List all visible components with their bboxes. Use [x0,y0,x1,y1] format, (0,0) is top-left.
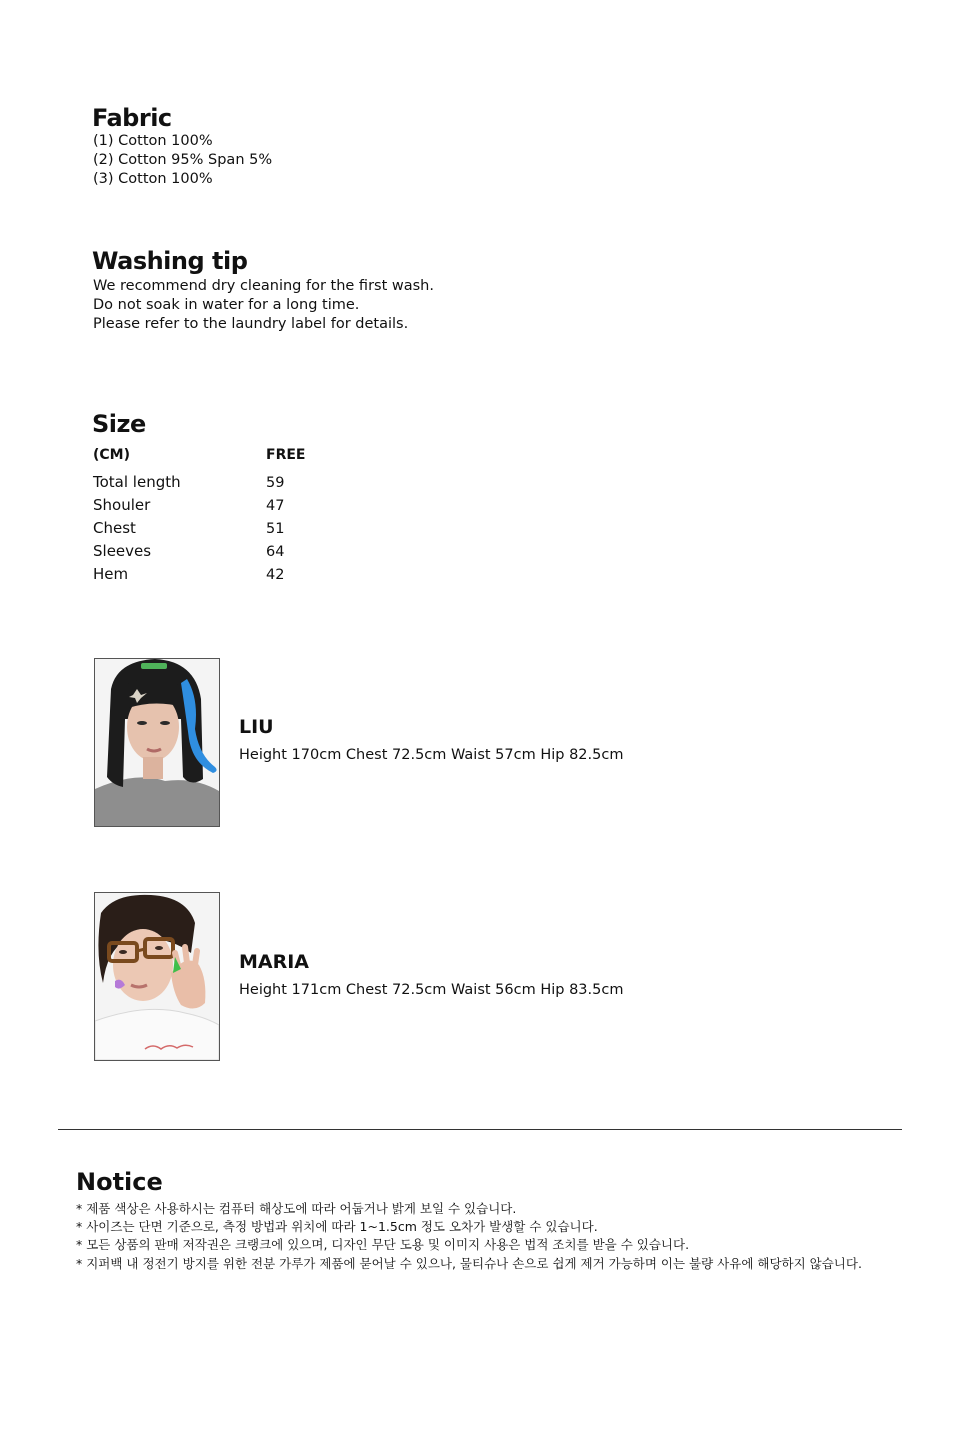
model-photo-liu [94,658,220,827]
section-divider [58,1129,902,1130]
fabric-line: (1) Cotton 100% [93,133,213,149]
size-row-label: Sleeves [93,542,152,560]
notice-line: * 모든 상품의 판매 저작권은 크랭크에 있으며, 디자인 무단 도용 및 이미지 사용은 법적 조치를 받을 수 있습니다. [76,1237,690,1252]
size-row-label: Hem [93,565,129,583]
size-row-label: Shouler [93,496,151,514]
washing-line: Please refer to the laundry label for details. [93,316,409,332]
size-free-label: FREE [266,447,306,463]
notice-line: * 제품 색상은 사용하시는 컴퓨터 해상도에 따라 어둡거나 밝게 보일 수 있습니다. [76,1201,517,1216]
model-stats-maria: Height 171cm Chest 72.5cm Waist 56cm Hip 83.5cm [239,982,624,998]
size-row-value: 64 [266,544,285,560]
fabric-title: Fabric [92,104,172,132]
washing-title: Washing tip [92,247,248,275]
size-row-value: 47 [266,498,285,514]
size-row-label: Chest [93,519,136,537]
size-row-label: Total length [93,473,181,491]
fabric-line: (2) Cotton 95% Span 5% [93,152,273,168]
size-title: Size [92,410,146,438]
model-name-maria: MARIA [239,951,310,973]
notice-line: * 사이즈는 단면 기준으로, 측정 방법과 위치에 따라 1~1.5cm 정도 오차가 발생할 수 있습니다. [76,1219,598,1234]
size-row-value: 42 [266,567,285,583]
notice-line: * 지퍼백 내 정전기 방지를 위한 전분 가루가 제품에 묻어날 수 있으나, 물티슈나 손으로 쉽게 제거 가능하며 이는 불량 사유에 해당하지 않습니다. [76,1256,862,1271]
model-photo-maria [94,892,220,1061]
size-unit-label: (CM) [93,447,131,463]
fabric-line: (3) Cotton 100% [93,171,213,187]
model-stats-liu: Height 170cm Chest 72.5cm Waist 57cm Hip 82.5cm [239,747,624,763]
size-row-value: 59 [266,475,285,491]
notice-title: Notice [76,1168,163,1196]
washing-line: Do not soak in water for a long time. [93,297,360,313]
washing-line: We recommend dry cleaning for the first wash. [93,278,434,294]
model-name-liu: LIU [239,716,274,738]
size-row-value: 51 [266,521,285,537]
